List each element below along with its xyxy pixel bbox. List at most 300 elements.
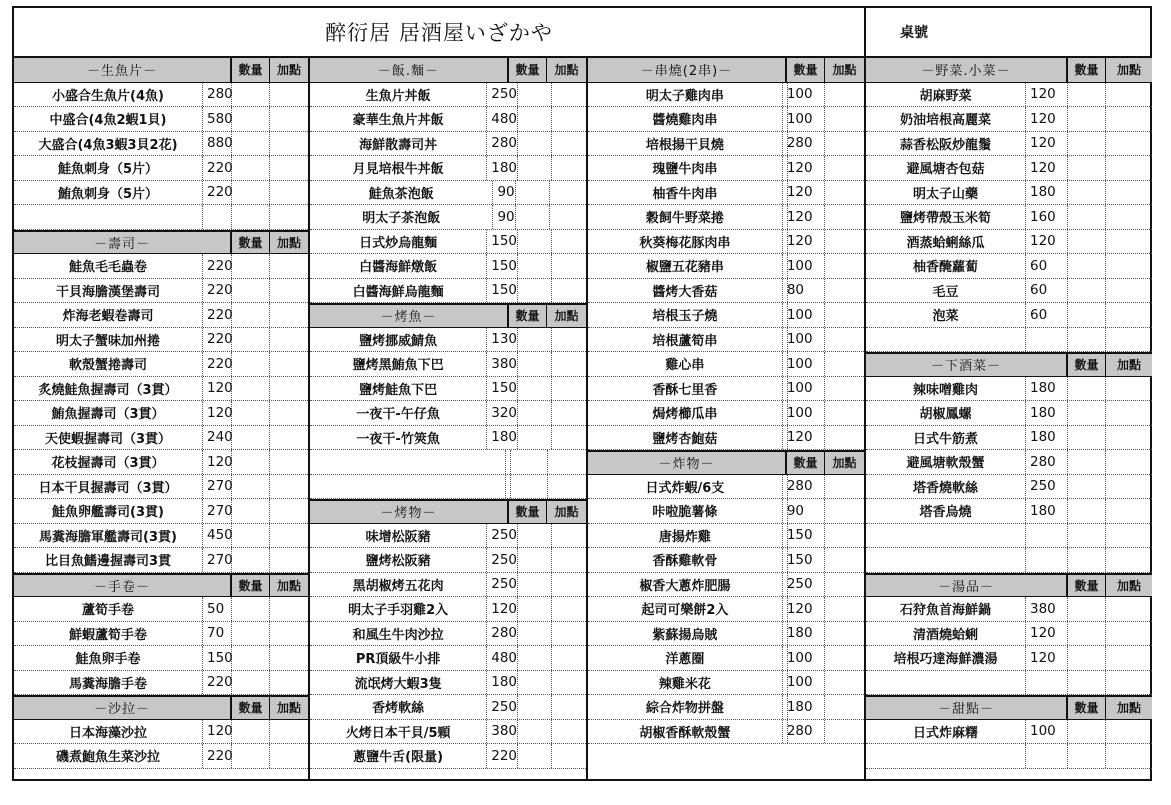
quantity-field[interactable] (788, 671, 826, 695)
item-price: 60 (1026, 279, 1068, 303)
menu-item-row (14, 107, 308, 132)
add-order-field[interactable] (552, 352, 586, 376)
item-name: 塔香燒軟絲 (866, 475, 1026, 499)
add-order-field[interactable] (270, 475, 308, 499)
item-price: 50 (203, 597, 232, 621)
item-price: 270 (203, 475, 232, 499)
add-header: 加點 (1116, 701, 1141, 716)
item-name: 秋葵梅花豚肉串 (588, 230, 783, 254)
menu-item-row (14, 450, 308, 475)
add-order-field[interactable] (1106, 450, 1152, 474)
add-order-field[interactable] (552, 254, 586, 278)
quantity-field[interactable] (1068, 181, 1106, 205)
menu-item-row (588, 401, 864, 426)
qty-header: 數量 (232, 575, 270, 597)
add-order-field[interactable] (270, 671, 308, 695)
add-order-field[interactable] (825, 254, 864, 278)
quantity-field[interactable] (518, 156, 552, 180)
qty-header: 數量 (509, 58, 547, 82)
item-price: 120 (783, 181, 788, 205)
item-name: 避風塘杏包菇 (866, 156, 1026, 180)
quantity-field[interactable] (511, 475, 548, 499)
quantity-field[interactable] (232, 83, 270, 107)
item-price (1026, 671, 1068, 695)
quantity-field[interactable] (232, 548, 270, 572)
add-order-field[interactable] (1106, 107, 1152, 131)
quantity-field[interactable] (518, 426, 552, 450)
add-order-field[interactable] (270, 377, 308, 401)
quantity-field[interactable] (1068, 132, 1106, 156)
add-order-field[interactable] (552, 720, 586, 744)
qty-header: 數量 (232, 58, 270, 82)
item-name: 辣味噌雞肉 (866, 377, 1026, 401)
menu-item-row (14, 597, 308, 622)
item-price: 90 (783, 499, 788, 523)
item-price: 100 (783, 328, 788, 352)
add-order-field[interactable] (552, 597, 586, 621)
add-order-field[interactable] (552, 426, 586, 450)
add-order-field[interactable] (552, 230, 586, 254)
item-price: 250 (487, 573, 518, 597)
quantity-field[interactable] (1068, 303, 1106, 327)
add-order-field[interactable] (552, 646, 586, 670)
quantity-field[interactable] (1068, 671, 1106, 695)
quantity-field[interactable] (232, 744, 270, 768)
add-order-field[interactable] (552, 279, 586, 303)
add-order-field[interactable] (1106, 499, 1152, 523)
quantity-field[interactable] (518, 720, 552, 744)
item-price: 120 (1026, 622, 1068, 646)
add-order-field[interactable] (825, 156, 864, 180)
add-order-field[interactable] (825, 426, 864, 450)
add-order-field[interactable] (1106, 524, 1152, 548)
add-order-field[interactable] (825, 230, 864, 254)
add-order-field[interactable] (270, 303, 308, 327)
quantity-field[interactable] (1068, 254, 1106, 278)
item-name: 培根巧達海鮮濃湯 (866, 646, 1026, 670)
quantity-field[interactable] (788, 254, 826, 278)
quantity-field[interactable] (1068, 83, 1106, 107)
quantity-field[interactable] (788, 156, 826, 180)
add-order-field[interactable] (270, 352, 308, 376)
quantity-field[interactable] (1068, 622, 1106, 646)
item-price: 180 (487, 426, 518, 450)
add-order-field[interactable] (270, 205, 308, 229)
quantity-field[interactable] (788, 646, 826, 670)
item-name: 酒蒸蛤蜊絲瓜 (866, 230, 1026, 254)
section-header (588, 58, 864, 83)
quantity-field[interactable] (232, 279, 270, 303)
menu-item-row (588, 695, 864, 720)
add-order-field[interactable] (552, 671, 586, 695)
quantity-field[interactable] (1068, 156, 1106, 180)
quantity-field[interactable] (1068, 744, 1106, 768)
item-name: 鹽烤杏鮑菇 (588, 426, 783, 450)
quantity-field[interactable] (788, 401, 826, 425)
quantity-field[interactable] (788, 573, 826, 597)
quantity-field[interactable] (518, 401, 552, 425)
item-name: 白醬海鮮烏龍麵 (310, 279, 487, 303)
quantity-field[interactable] (788, 426, 826, 450)
add-order-field[interactable] (270, 132, 308, 156)
item-price: 90 (493, 205, 515, 229)
quantity-field[interactable] (1068, 646, 1106, 670)
menu-item-row (14, 401, 308, 426)
quantity-field[interactable] (511, 450, 548, 474)
add-order-field[interactable] (270, 744, 308, 768)
add-order-field[interactable] (270, 622, 308, 646)
menu-item-row (310, 377, 586, 402)
quantity-field[interactable] (788, 303, 826, 327)
section-title: －生魚片－ (14, 58, 232, 82)
add-order-field[interactable] (1106, 377, 1152, 401)
add-order-field[interactable] (825, 573, 864, 597)
add-order-field[interactable] (825, 377, 864, 401)
add-order-field[interactable] (825, 107, 864, 131)
quantity-field[interactable] (232, 352, 270, 376)
quantity-field[interactable] (518, 671, 552, 695)
quantity-field[interactable] (518, 107, 552, 131)
quantity-field[interactable] (232, 499, 270, 523)
add-order-field[interactable] (270, 254, 308, 278)
quantity-field[interactable] (1068, 475, 1106, 499)
quantity-field[interactable] (232, 401, 270, 425)
quantity-field[interactable] (1068, 328, 1106, 352)
quantity-field[interactable] (232, 524, 270, 548)
quantity-field[interactable] (788, 181, 826, 205)
add-order-field[interactable] (1106, 744, 1152, 768)
item-price: 100 (783, 107, 788, 131)
item-price (1026, 744, 1068, 768)
add-order-field[interactable] (552, 622, 586, 646)
add-order-field[interactable] (270, 646, 308, 670)
add-order-field[interactable] (270, 401, 308, 425)
quantity-field[interactable] (232, 205, 270, 229)
add-order-field[interactable] (552, 401, 586, 425)
quantity-field[interactable] (1068, 524, 1106, 548)
quantity-field[interactable] (232, 377, 270, 401)
menu-item-row (588, 107, 864, 132)
quantity-field[interactable] (788, 132, 826, 156)
quantity-field[interactable] (516, 205, 551, 229)
item-name: 味增松阪豬 (310, 524, 487, 548)
add-order-field[interactable] (270, 181, 308, 205)
menu-item-row (866, 328, 1152, 353)
menu-item-row (588, 279, 864, 304)
quantity-field[interactable] (788, 83, 826, 107)
item-price: 120 (203, 377, 232, 401)
quantity-field[interactable] (788, 695, 826, 719)
quantity-field[interactable] (1068, 426, 1106, 450)
quantity-field[interactable] (518, 328, 552, 352)
quantity-field[interactable] (516, 181, 551, 205)
quantity-field[interactable] (788, 720, 826, 744)
quantity-field[interactable] (1068, 499, 1106, 523)
quantity-field[interactable] (788, 597, 826, 621)
quantity-field[interactable] (788, 328, 826, 352)
quantity-field[interactable] (1068, 230, 1106, 254)
menu-item-row (588, 671, 864, 696)
quantity-field[interactable] (518, 646, 552, 670)
section-title: －飯.麵－ (310, 58, 509, 82)
add-order-field[interactable] (825, 83, 864, 107)
add-order-field[interactable] (552, 524, 586, 548)
item-name (310, 475, 506, 499)
quantity-field[interactable] (518, 548, 552, 572)
quantity-field[interactable] (232, 156, 270, 180)
item-price: 250 (487, 695, 518, 719)
add-order-field[interactable] (270, 524, 308, 548)
quantity-field[interactable] (518, 744, 552, 768)
quantity-field[interactable] (1068, 597, 1106, 621)
item-name: 穀飼牛野菜捲 (588, 205, 783, 229)
item-name: 焗烤櫛瓜串 (588, 401, 783, 425)
add-order-field[interactable] (550, 181, 586, 205)
quantity-field[interactable] (518, 132, 552, 156)
quantity-field[interactable] (518, 597, 552, 621)
section-header (14, 58, 308, 83)
add-order-field[interactable] (825, 132, 864, 156)
quantity-field[interactable] (788, 352, 826, 376)
menu-item-row (866, 671, 1152, 696)
quantity-field[interactable] (788, 107, 826, 131)
quantity-field[interactable] (788, 499, 826, 523)
add-order-field[interactable] (825, 279, 864, 303)
quantity-field[interactable] (232, 475, 270, 499)
quantity-field[interactable] (232, 671, 270, 695)
add-order-field[interactable] (825, 205, 864, 229)
menu-column-3 (588, 58, 866, 779)
menu-item-row (588, 352, 864, 377)
quantity-field[interactable] (788, 548, 826, 572)
add-header: 加點 (276, 578, 301, 593)
menu-item-row (310, 744, 586, 769)
add-order-field[interactable] (552, 328, 586, 352)
item-name: 鮭魚毛毛蟲卷 (14, 254, 203, 278)
menu-item-row (14, 622, 308, 647)
add-order-field[interactable] (270, 720, 308, 744)
quantity-field[interactable] (518, 695, 552, 719)
add-order-field[interactable] (825, 303, 864, 327)
item-price: 150 (487, 279, 518, 303)
add-order-field[interactable] (825, 597, 864, 621)
quantity-field[interactable] (232, 181, 270, 205)
add-order-field[interactable] (1106, 83, 1152, 107)
add-order-field[interactable] (1106, 426, 1152, 450)
quantity-field[interactable] (518, 377, 552, 401)
quantity-field[interactable] (518, 279, 552, 303)
add-order-field[interactable] (270, 426, 308, 450)
quantity-field[interactable] (518, 573, 552, 597)
add-order-field[interactable] (270, 450, 308, 474)
add-order-field[interactable] (1106, 156, 1152, 180)
qty-header: 數量 (1068, 354, 1106, 376)
menu-item-row (14, 524, 308, 549)
add-header: 加點 (1116, 578, 1141, 593)
add-order-field[interactable] (1106, 475, 1152, 499)
add-order-field[interactable] (270, 83, 308, 107)
add-order-field[interactable] (270, 156, 308, 180)
add-order-field[interactable] (1106, 181, 1152, 205)
add-order-field[interactable] (825, 524, 864, 548)
quantity-field[interactable] (1068, 279, 1106, 303)
add-order-field[interactable] (1106, 254, 1152, 278)
menu-item-row (310, 205, 586, 230)
add-order-field[interactable] (825, 328, 864, 352)
item-name: 馬糞海膽軍艦壽司(3貫) (14, 524, 203, 548)
quantity-field[interactable] (1068, 450, 1106, 474)
item-name: 軟殼蟹捲壽司 (14, 352, 203, 376)
add-order-field[interactable] (825, 548, 864, 572)
add-order-field[interactable] (552, 744, 586, 768)
quantity-field[interactable] (232, 328, 270, 352)
menu-item-row (866, 426, 1152, 451)
quantity-field[interactable] (788, 475, 826, 499)
item-price: 160 (1026, 205, 1068, 229)
item-name: 比目魚鰭邊握壽司3貫 (14, 548, 203, 572)
add-header: 加點 (554, 63, 579, 78)
quantity-field[interactable] (788, 279, 826, 303)
menu-column-4 (866, 58, 1152, 779)
quantity-field[interactable] (232, 646, 270, 670)
add-order-field[interactable] (1106, 671, 1152, 695)
add-order-field[interactable] (1106, 622, 1152, 646)
quantity-field[interactable] (518, 524, 552, 548)
add-order-field[interactable] (825, 671, 864, 695)
item-price (1026, 328, 1068, 352)
menu-item-row (866, 205, 1152, 230)
quantity-field[interactable] (1068, 107, 1106, 131)
item-name: 培根揚干貝燒 (588, 132, 783, 156)
add-order-field[interactable] (825, 181, 864, 205)
menu-item-row (14, 303, 308, 328)
item-name (866, 744, 1026, 768)
add-order-field[interactable] (552, 377, 586, 401)
add-order-field[interactable] (825, 695, 864, 719)
add-order-field[interactable] (1106, 230, 1152, 254)
add-order-field[interactable] (1106, 720, 1152, 744)
add-order-field[interactable] (1106, 328, 1152, 352)
add-order-field[interactable] (270, 499, 308, 523)
quantity-field[interactable] (1068, 205, 1106, 229)
section-title: －串燒(2串)－ (588, 58, 787, 82)
menu-item-row (866, 720, 1152, 745)
quantity-field[interactable] (232, 303, 270, 327)
add-order-field[interactable] (1106, 646, 1152, 670)
quantity-field[interactable] (788, 524, 826, 548)
item-price: 70 (203, 622, 232, 646)
quantity-field[interactable] (1068, 548, 1106, 572)
item-price (1026, 524, 1068, 548)
item-name: 明太子山藥 (866, 181, 1026, 205)
item-price: 100 (783, 254, 788, 278)
quantity-field[interactable] (518, 622, 552, 646)
add-order-field[interactable] (825, 622, 864, 646)
quantity-field[interactable] (232, 132, 270, 156)
add-order-field[interactable] (825, 475, 864, 499)
add-order-field[interactable] (825, 646, 864, 670)
add-order-field[interactable] (825, 499, 864, 523)
add-order-field[interactable] (552, 132, 586, 156)
menu-item-row (866, 744, 1152, 769)
menu-item-row (14, 83, 308, 108)
add-order-field[interactable] (270, 279, 308, 303)
add-order-field[interactable] (548, 475, 586, 499)
menu-item-row (310, 156, 586, 181)
add-order-field[interactable] (552, 548, 586, 572)
item-price: 280 (487, 622, 518, 646)
item-price: 120 (487, 597, 518, 621)
add-order-field[interactable] (1106, 132, 1152, 156)
add-order-field[interactable] (552, 573, 586, 597)
add-order-field[interactable] (1106, 401, 1152, 425)
quantity-field[interactable] (232, 720, 270, 744)
quantity-field[interactable] (788, 230, 826, 254)
quantity-field[interactable] (232, 254, 270, 278)
item-name: 日本干貝握壽司（3貫） (14, 475, 203, 499)
add-order-field[interactable] (552, 156, 586, 180)
quantity-field[interactable] (788, 205, 826, 229)
add-order-field[interactable] (1106, 205, 1152, 229)
quantity-field[interactable] (232, 597, 270, 621)
add-order-field[interactable] (1106, 279, 1152, 303)
quantity-field[interactable] (788, 622, 826, 646)
add-order-field[interactable] (825, 401, 864, 425)
item-name: 洋蔥圈 (588, 646, 783, 670)
item-name: PR頂級牛小排 (310, 646, 487, 670)
quantity-field[interactable] (518, 254, 552, 278)
quantity-field[interactable] (232, 107, 270, 131)
add-order-field[interactable] (552, 83, 586, 107)
add-order-field[interactable] (270, 548, 308, 572)
quantity-field[interactable] (232, 622, 270, 646)
quantity-field[interactable] (1068, 720, 1106, 744)
add-order-field[interactable] (825, 720, 864, 744)
quantity-field[interactable] (518, 230, 552, 254)
add-order-field[interactable] (825, 352, 864, 376)
item-price: 120 (1026, 156, 1068, 180)
item-name: 黑胡椒烤五花肉 (310, 573, 487, 597)
add-order-field[interactable] (270, 597, 308, 621)
menu-item-row (588, 132, 864, 157)
add-order-field[interactable] (270, 107, 308, 131)
add-order-field[interactable] (1106, 303, 1152, 327)
quantity-field[interactable] (788, 377, 826, 401)
quantity-field[interactable] (1068, 377, 1106, 401)
item-price: 220 (203, 181, 232, 205)
add-order-field[interactable] (550, 205, 586, 229)
add-order-field[interactable] (1106, 548, 1152, 572)
add-order-field[interactable] (552, 695, 586, 719)
add-order-field[interactable] (1106, 597, 1152, 621)
section-title: －下酒菜－ (866, 354, 1068, 376)
quantity-field[interactable] (232, 450, 270, 474)
add-order-field[interactable] (270, 328, 308, 352)
item-price: 250 (487, 524, 518, 548)
section-header (866, 695, 1152, 720)
item-name: 鮭魚刺身（5片） (14, 156, 203, 180)
quantity-field[interactable] (232, 426, 270, 450)
item-name: 清酒燒蛤蜊 (866, 622, 1026, 646)
item-price: 180 (1026, 181, 1068, 205)
quantity-field[interactable] (1068, 401, 1106, 425)
menu-item-row (866, 377, 1152, 402)
item-name: 胡椒鳳螺 (866, 401, 1026, 425)
add-order-field[interactable] (548, 450, 586, 474)
add-order-field[interactable] (552, 107, 586, 131)
quantity-field[interactable] (518, 83, 552, 107)
quantity-field[interactable] (518, 352, 552, 376)
